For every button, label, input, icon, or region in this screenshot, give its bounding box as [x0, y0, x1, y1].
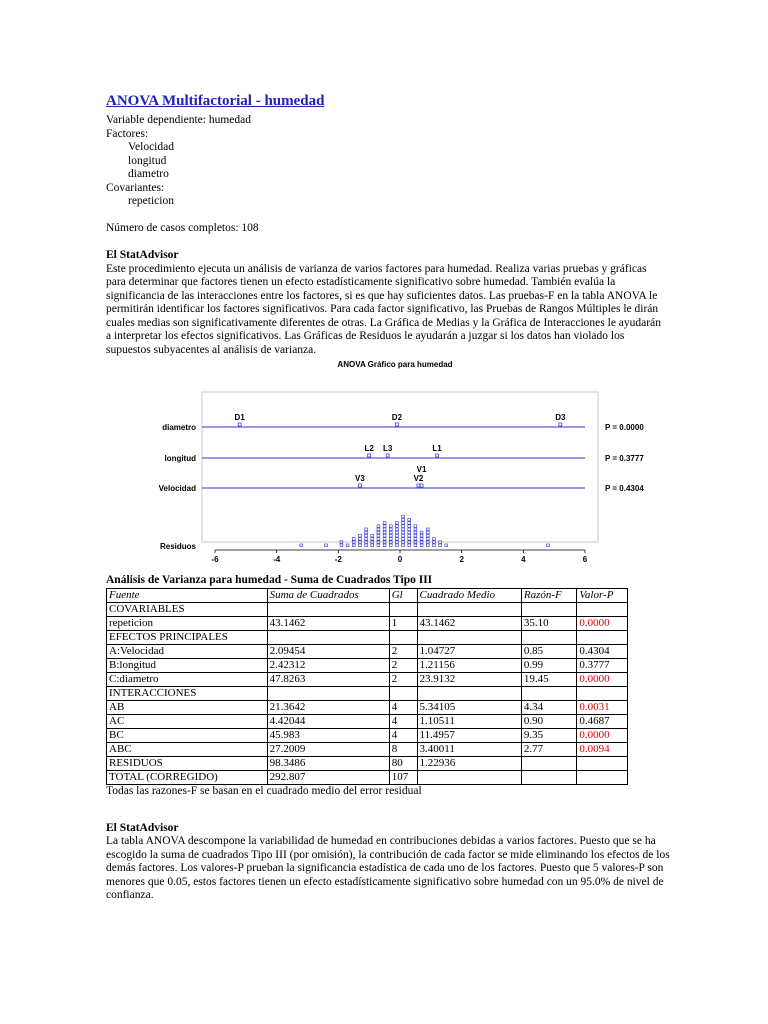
table-cell: BC [107, 728, 268, 742]
point-label: L3 [382, 444, 393, 453]
mean-point [386, 454, 389, 457]
x-tick-label: 0 [397, 555, 403, 564]
table-row [107, 728, 628, 742]
table-row [107, 686, 628, 700]
table-cell: COVARIABLES [107, 602, 268, 616]
residual-point [383, 528, 386, 531]
statadvisor-paragraph [106, 263, 666, 358]
table-cell [521, 602, 577, 616]
table-cell: INTERACCIONES [107, 686, 268, 700]
anova-table [106, 588, 628, 785]
covariates-label: Covariantes: [106, 181, 165, 194]
table-cell: 43.1462 [417, 616, 521, 630]
residual-point [445, 544, 448, 547]
paragraph-line: significancia de las interacciones entre los factores, si es que hay suficientes datos. Las pruebas-F en la tabla ANOVA le [106, 289, 658, 302]
table-header-cell: Suma de Cuadrados [267, 588, 389, 602]
table-cell: 2.42312 [267, 658, 389, 672]
row-label: longitud [164, 454, 196, 463]
table-cell: 1 [389, 616, 417, 630]
table-cell: 0.99 [521, 658, 577, 672]
residual-point [371, 538, 374, 541]
table-cell [267, 602, 389, 616]
table-cell: TOTAL (CORREGIDO) [107, 770, 268, 784]
residual-point [359, 538, 362, 541]
table-cell: 0.0000 [577, 672, 628, 686]
residual-point [408, 522, 411, 525]
table-cell: 0.0031 [577, 700, 628, 714]
cases-count: Número de casos completos: 108 [106, 222, 259, 234]
residual-point [389, 534, 392, 537]
residual-point [414, 544, 417, 547]
table-cell: 4 [389, 714, 417, 728]
point-label: V1 [416, 465, 427, 474]
table-cell: 1.21156 [417, 658, 521, 672]
x-tick-label: 4 [521, 555, 526, 564]
table-cell: 0.90 [521, 714, 577, 728]
residual-point [408, 534, 411, 537]
table-row [107, 630, 628, 644]
residual-point [365, 544, 368, 547]
residual-point [414, 525, 417, 528]
table-cell: 0.0094 [577, 742, 628, 756]
table-cell [267, 686, 389, 700]
table-header-cell: Cuadrado Medio [417, 588, 521, 602]
table-row [107, 602, 628, 616]
table-cell: 0.4687 [577, 714, 628, 728]
paragraph-line: La tabla ANOVA descompone la variabilidad de humedad en contribuciones debidas a varios factores. Puesto que se ha [106, 835, 656, 847]
residual-point [377, 525, 380, 528]
point-label: D1 [234, 413, 245, 422]
statadvisor-paragraph-2 [106, 835, 670, 903]
residual-point [383, 525, 386, 528]
table-cell [417, 630, 521, 644]
residual-point [402, 528, 405, 531]
table-cell: 35.10 [521, 616, 577, 630]
chart-title: ANOVA Gráfico para humedad [337, 360, 453, 369]
residual-point [402, 534, 405, 537]
residual-point [420, 544, 423, 547]
table-cell: A:Velocidad [107, 644, 268, 658]
table-row [107, 644, 628, 658]
paragraph-line: permitirán identificar los factores significativos. Para cada factor significativo, las Pruebas de Rangos Múltiples le dirán [106, 303, 659, 315]
residual-point [408, 538, 411, 541]
table-cell [267, 630, 389, 644]
paragraph-line: menores que 0.05, estos factores tienen un efecto estadísticamente significativo sobre humedad con un 95.0% de nivel de [106, 875, 664, 888]
residual-point [414, 531, 417, 534]
paragraph-line: confianza. [106, 889, 154, 901]
table-cell: 107 [389, 770, 417, 784]
residual-point [420, 538, 423, 541]
mean-point [358, 484, 361, 487]
table-cell: 2 [389, 644, 417, 658]
table-cell: AC [107, 714, 268, 728]
x-tick-label: -2 [334, 555, 342, 564]
table-cell [417, 686, 521, 700]
residual-point [377, 531, 380, 534]
residual-point [365, 531, 368, 534]
table-cell [521, 630, 577, 644]
mean-point [420, 484, 423, 487]
residual-point [359, 534, 362, 537]
residual-point [433, 544, 436, 547]
residual-point [426, 534, 429, 537]
table-header-cell: Valor-P [577, 588, 628, 602]
paragraph-line: demás factores. Los valores-P prueban la significancia estadística de cada uno de los factores. Puesto que 5 valores-P son [106, 862, 664, 874]
residual-point [414, 528, 417, 531]
point-label: V3 [355, 474, 365, 483]
residual-point [352, 544, 355, 547]
residual-point [402, 515, 405, 518]
table-cell: EFECTOS PRINCIPALES [107, 630, 268, 644]
statadvisor-heading: El StatAdvisor [106, 249, 179, 261]
residual-point [408, 525, 411, 528]
table-cell: 1.10511 [417, 714, 521, 728]
table-cell: RESIDUOS [107, 756, 268, 770]
table-cell: C:diametro [107, 672, 268, 686]
residual-point [396, 544, 399, 547]
paragraph-line: Este procedimiento ejecuta un análisis de varianza de varios factores para humedad. Realiza varias pruebas y gráficas [106, 262, 647, 275]
table-cell: 27.2009 [267, 742, 389, 756]
table-cell: 0.0000 [577, 616, 628, 630]
residual-point [402, 522, 405, 525]
table-cell [417, 602, 521, 616]
table-cell: 8 [389, 742, 417, 756]
point-label: V2 [413, 474, 424, 483]
table-cell: 0.85 [521, 644, 577, 658]
p-value-label: P = 0.0000 [605, 423, 644, 432]
paragraph-line: a interpretar los efectos significativos. Las Gráficas de Residuos le ayudarán a juzgar si los datos han violado los [106, 330, 625, 342]
residual-point [383, 538, 386, 541]
x-tick-label: -6 [211, 555, 219, 564]
table-row [107, 714, 628, 728]
mean-point [368, 454, 371, 457]
table-cell: 45.983 [267, 728, 389, 742]
residual-point [365, 528, 368, 531]
residual-point [426, 528, 429, 531]
row-label: diametro [162, 423, 196, 432]
factor-item: Velocidad [128, 141, 174, 153]
mean-point [559, 423, 562, 426]
table-cell: 2 [389, 672, 417, 686]
residual-point [365, 534, 368, 537]
residual-point [377, 544, 380, 547]
table-cell: 0.3777 [577, 658, 628, 672]
table-cell: 19.45 [521, 672, 577, 686]
mean-point [395, 423, 398, 426]
residual-point [389, 544, 392, 547]
residual-point [396, 538, 399, 541]
table-cell: 3.40011 [417, 742, 521, 756]
table-cell: 47.8263 [267, 672, 389, 686]
table-cell: 292.807 [267, 770, 389, 784]
table-row [107, 616, 628, 630]
table-cell: 98.3486 [267, 756, 389, 770]
table-row [107, 658, 628, 672]
residual-point [377, 538, 380, 541]
residual-point [396, 528, 399, 531]
mean-point [238, 423, 241, 426]
table-cell [577, 770, 628, 784]
residual-point [402, 518, 405, 521]
table-cell: 4 [389, 728, 417, 742]
table-cell [389, 602, 417, 616]
residual-point [433, 538, 436, 541]
residual-point [352, 538, 355, 541]
residual-point [426, 531, 429, 534]
table-cell: 21.3642 [267, 700, 389, 714]
table-cell [389, 686, 417, 700]
residual-point [346, 544, 349, 547]
residual-point [402, 544, 405, 547]
table-cell: 9.35 [521, 728, 577, 742]
table-cell: 2 [389, 658, 417, 672]
p-value-label: P = 0.3777 [605, 454, 644, 463]
point-label: L1 [432, 444, 442, 453]
residual-point [439, 544, 442, 547]
page-title[interactable]: ANOVA Multifactorial - humedad [106, 93, 325, 109]
anova-table-section [106, 574, 670, 903]
table-cell: AB [107, 700, 268, 714]
table-cell [417, 770, 521, 784]
table-header-row [107, 588, 628, 602]
table-cell: 1.04727 [417, 644, 521, 658]
table-cell: 23.9132 [417, 672, 521, 686]
residual-point [402, 531, 405, 534]
residual-point [396, 534, 399, 537]
table-note: Todas las razones-F se basan en el cuadrado medio del error residual [106, 784, 422, 797]
residual-point [414, 538, 417, 541]
table-cell: 4 [389, 700, 417, 714]
table-cell [577, 756, 628, 770]
residual-point [396, 531, 399, 534]
table-cell: 1.22936 [417, 756, 521, 770]
residual-point [389, 538, 392, 541]
table-cell [521, 686, 577, 700]
residual-point [371, 544, 374, 547]
residual-point [420, 531, 423, 534]
mean-point [436, 454, 439, 457]
x-tick-label: 2 [459, 555, 464, 564]
table-row [107, 700, 628, 714]
residual-point [383, 522, 386, 525]
residual-point [408, 528, 411, 531]
point-label: D2 [391, 413, 403, 422]
residual-point [389, 525, 392, 528]
residual-point [402, 525, 405, 528]
p-value-label: P = 0.4304 [605, 484, 644, 493]
paragraph-line: escogido la suma de cuadrados Tipo III (por omisión), la contribución de cada factor se mide eliminando los efectos de los [106, 848, 670, 861]
paragraph-line: para determinar que factores tienen un efecto estadísticamente significativo sobre humedad. También evalúa la [106, 276, 616, 288]
table-cell [577, 602, 628, 616]
table-cell: 4.42044 [267, 714, 389, 728]
residual-point [414, 534, 417, 537]
table-cell [521, 756, 577, 770]
residuals-label: Residuos [159, 542, 196, 551]
residual-point [426, 544, 429, 547]
residual-point [408, 531, 411, 534]
table-header-cell: Fuente [107, 588, 268, 602]
document-page [106, 92, 666, 357]
residual-point [389, 528, 392, 531]
x-tick-label: 6 [582, 555, 588, 564]
table-cell: 5.34105 [417, 700, 521, 714]
factor-item: diametro [128, 168, 169, 180]
factors-label: Factores: [106, 127, 149, 140]
point-label: D3 [555, 413, 566, 422]
covariate-item: repeticion [128, 195, 174, 207]
table-cell: repeticion [107, 616, 268, 630]
residual-point [340, 544, 343, 547]
point-label: L2 [364, 444, 374, 453]
table-cell: 43.1462 [267, 616, 389, 630]
table-cell: 80 [389, 756, 417, 770]
table-cell: B:longitud [107, 658, 268, 672]
table-cell [577, 686, 628, 700]
table-row [107, 756, 628, 770]
table-row [107, 770, 628, 784]
residual-point [383, 531, 386, 534]
residual-point [402, 538, 405, 541]
table-cell [521, 770, 577, 784]
residual-point [325, 544, 328, 547]
residual-point [377, 528, 380, 531]
table-cell [389, 630, 417, 644]
residual-point [300, 544, 303, 547]
residual-point [359, 544, 362, 547]
table-row [107, 742, 628, 756]
residual-point [377, 534, 380, 537]
x-tick-label: -4 [273, 555, 281, 564]
residual-point [389, 531, 392, 534]
residual-point [408, 544, 411, 547]
table-cell: ABC [107, 742, 268, 756]
residual-point [408, 518, 411, 521]
table-cell: 0.0000 [577, 728, 628, 742]
residual-point [383, 544, 386, 547]
table-cell [577, 630, 628, 644]
table-cell: 11.4957 [417, 728, 521, 742]
residual-point [426, 538, 429, 541]
table-cell: 0.4304 [577, 644, 628, 658]
paragraph-line: cuales medias son significativamente diferentes de otras. La Gráfica de Medias y la Gráfica de Interacciones le ayudarán [106, 316, 661, 329]
paragraph-line: supuestos subyacentes al análisis de varianza. [106, 343, 317, 356]
table-cell: 2.09454 [267, 644, 389, 658]
mean-point [417, 484, 420, 487]
residual-point [371, 534, 374, 537]
table-row [107, 672, 628, 686]
statadvisor-heading-2: El StatAdvisor [106, 821, 179, 834]
residual-point [396, 525, 399, 528]
residual-point [383, 534, 386, 537]
dependent-variable: Variable dependiente: humedad [106, 114, 251, 126]
table-title: Análisis de Varianza para humedad - Suma de Cuadrados Tipo III [106, 574, 433, 586]
row-label: Velocidad [158, 484, 196, 493]
residual-point [396, 522, 399, 525]
residual-point [365, 538, 368, 541]
table-cell: 4.34 [521, 700, 577, 714]
anova-chart [140, 378, 660, 568]
table-header-cell: Razón-F [521, 588, 577, 602]
table-cell: 2.77 [521, 742, 577, 756]
residual-point [420, 534, 423, 537]
table-header-cell: Gl [389, 588, 417, 602]
factor-item: longitud [128, 154, 167, 167]
residual-point [547, 544, 550, 547]
